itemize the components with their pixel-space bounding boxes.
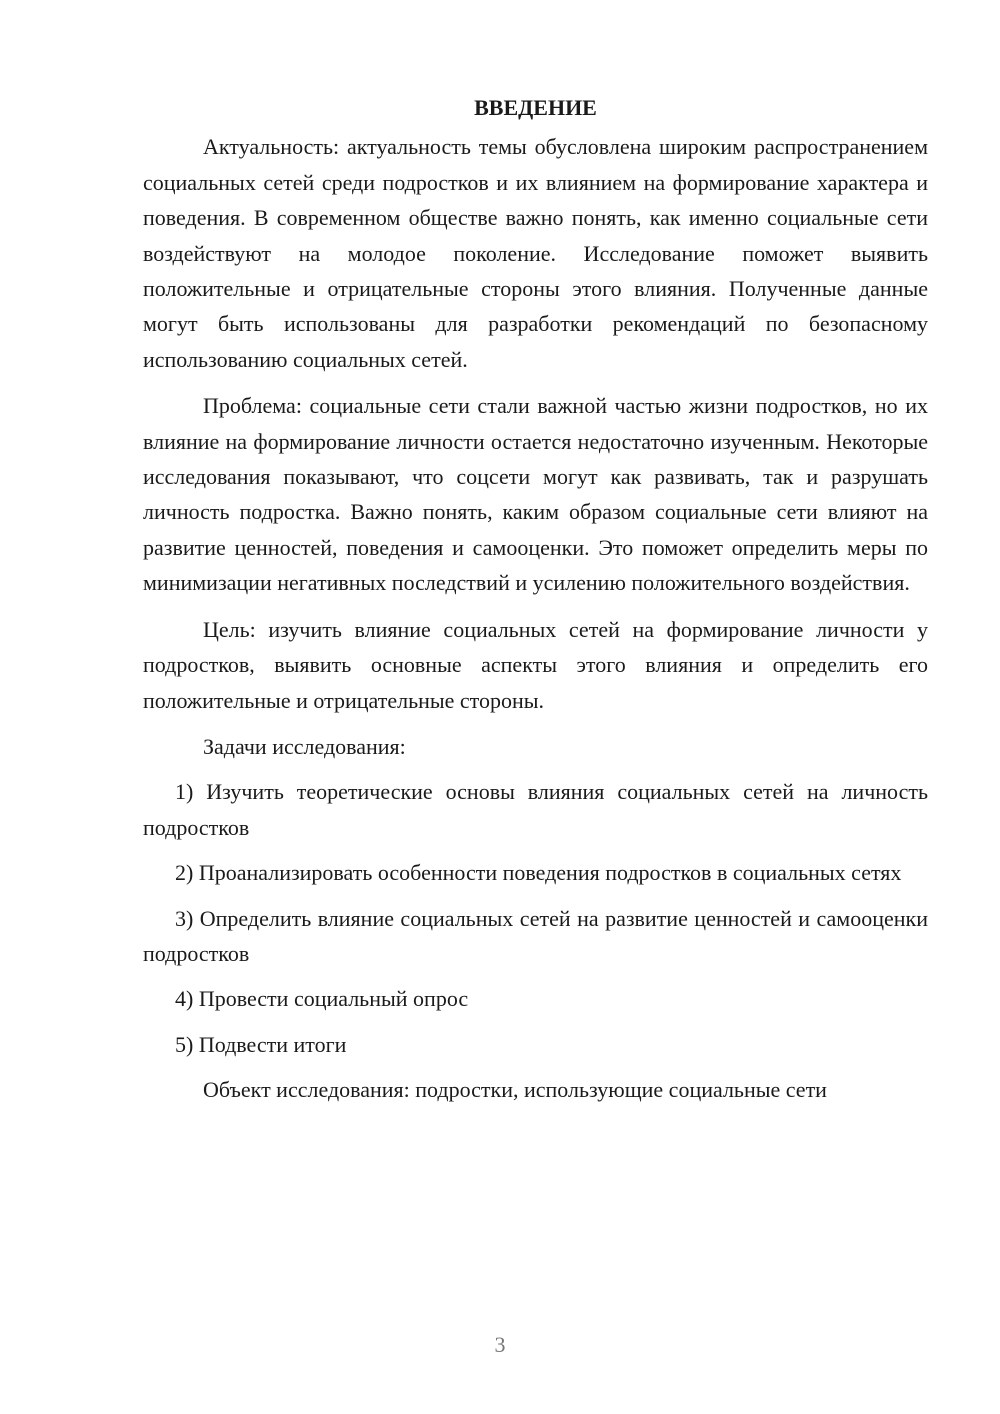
task-item-3: 3) Определить влияние социальных сетей на развитие ценностей и самооценки подростков bbox=[143, 905, 928, 966]
goal-paragraph: Цель: изучить влияние социальных сетей на формирование личности у подростков, выявить основные аспекты этого влияния и определить его положительные и отрицательные стороны. bbox=[143, 616, 928, 713]
section-title: ВВЕДЕНИЕ bbox=[474, 95, 597, 120]
tasks-heading: Задачи исследования: bbox=[203, 733, 406, 759]
task-item-5: 5) Подвести итоги bbox=[175, 1031, 347, 1057]
object-paragraph: Объект исследования: подростки, использующие социальные сети bbox=[203, 1077, 827, 1103]
task-item-2: 2) Проанализировать особенности поведения подростков в социальных сетях bbox=[175, 860, 902, 886]
task-item-4: 4) Провести социальный опрос bbox=[175, 986, 469, 1012]
document-body bbox=[143, 90, 928, 1118]
relevance-paragraph: Актуальность: актуальность темы обусловлена широким распространением социальных сетей среди подростков и их влиянием на формирование характера и поведения. В современном обществе важно понять, как именно социальные сети воздействуют на молодое поколение. Исследование поможет выявить положительные и отрицательные стороны этого влияния. Полученные данные могут быть использованы для разработки рекомендаций по безопасному использованию социальных сетей. bbox=[143, 134, 928, 372]
task-item-1: 1) Изучить теоретические основы влияния социальных сетей на личность подростков bbox=[143, 779, 928, 840]
page-number: 3 bbox=[494, 1332, 506, 1357]
problem-paragraph: Проблема: социальные сети стали важной частью жизни подростков, но их влияние на формирование личности остается недостаточно изученным. Некоторые исследования показывают, что соцсети могут как развивать, так и разрушать личность подростка. Важно понять, каким образом социальные сети влияют на развитие ценностей, поведения и самооценки. Это поможет определить меры по минимизации негативных последствий и усилению положительного воздействия. bbox=[143, 393, 928, 596]
